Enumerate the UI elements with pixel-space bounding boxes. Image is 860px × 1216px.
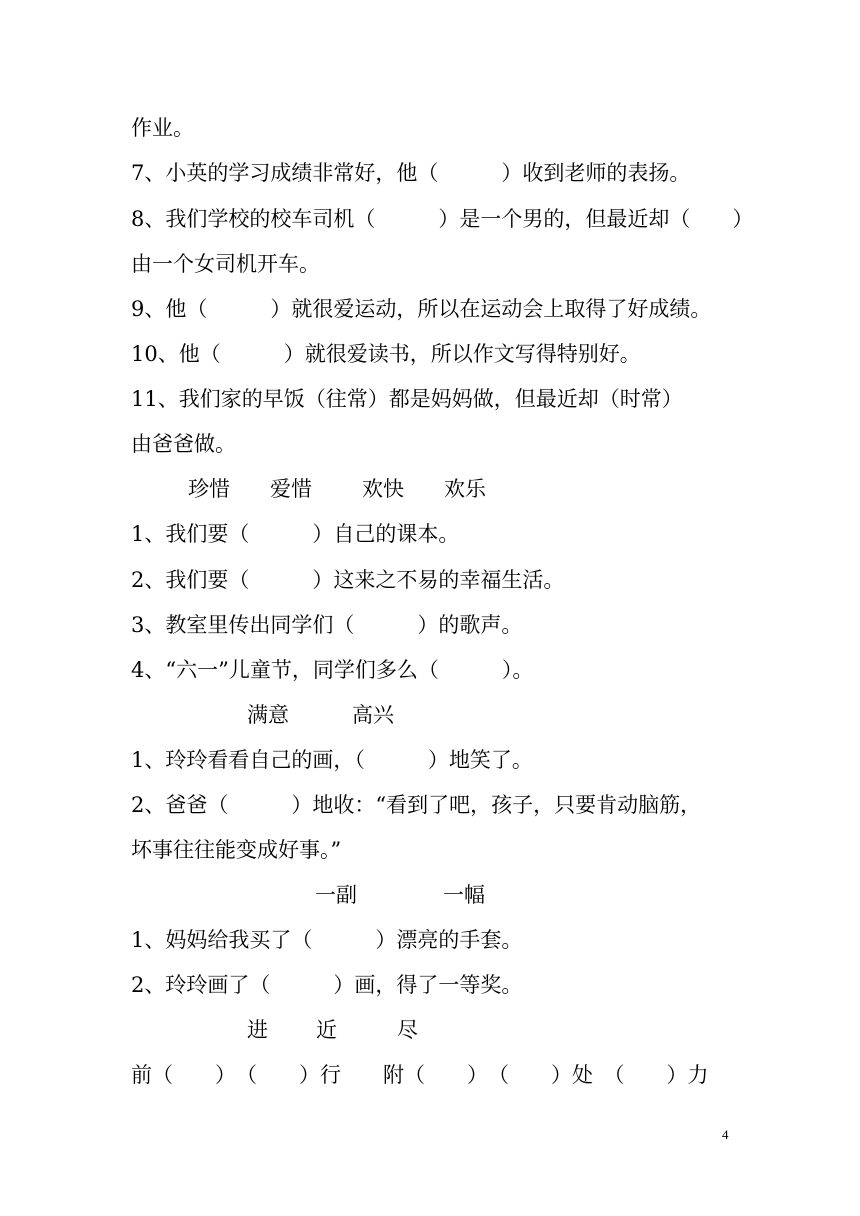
- exercise-8: 8、我们学校的校车司机（ ）是一个男的，但最近却（ ）: [131, 207, 754, 231]
- word-choice: 欢乐: [444, 477, 486, 501]
- exercise-item: 2、爸爸（ ）地收：“看到了吧，孩子，只要肯动脑筋，: [131, 793, 702, 817]
- exercise-item: 3、教室里传出同学们（ ）的歌声。: [131, 613, 523, 637]
- word-choice: 一幅: [443, 883, 485, 907]
- exercise-7: 7、小英的学习成绩非常好，他（ ）收到老师的表扬。: [131, 161, 691, 185]
- exercise-item: 1、玲玲看看自己的画，（ ）地笑了。: [131, 748, 533, 772]
- exercise-10: 10、他（ ）就很爱读书，所以作文写得特别好。: [131, 342, 641, 366]
- exercise-11: 11、我们家的早饭（往常）都是妈妈做，但最近却（时常）: [131, 387, 683, 411]
- word-choice: 近: [316, 1018, 337, 1042]
- exercise-item: 4、“六一”儿童节，同学们多么（ ）。: [131, 658, 534, 682]
- word-choice: 珍惜: [188, 477, 230, 501]
- text-line: 坏事往往能变成好事。”: [131, 838, 342, 862]
- exercise-item: 1、我们要（ ）自己的课本。: [131, 522, 460, 546]
- exercise-item: 2、我们要（ ）这来之不易的幸福生活。: [131, 568, 565, 592]
- exercise-item: 1、妈妈给我买了（ ）漂亮的手套。: [131, 928, 523, 952]
- word-choice: 爱惜: [270, 477, 312, 501]
- text-line: 由一个女司机开车。: [131, 252, 320, 276]
- fill-in-blank-line: 前（ ） （ ）行 附（ ） （ ）处 （ ）力: [131, 1063, 709, 1087]
- exercise-9: 9、他（ ）就很爱运动，所以在运动会上取得了好成绩。: [131, 297, 712, 321]
- word-choice: 欢快: [362, 477, 404, 501]
- page-number: 4: [722, 1127, 729, 1142]
- exercise-item: 2、玲玲画了（ ）画，得了一等奖。: [131, 973, 523, 997]
- word-choice: 高兴: [352, 703, 394, 727]
- word-choice: 尽: [397, 1018, 418, 1042]
- word-choice: 满意: [247, 703, 289, 727]
- text-line: 由爸爸做。: [131, 432, 236, 456]
- word-choice: 一副: [315, 883, 357, 907]
- word-choice: 进: [247, 1018, 268, 1042]
- text-line: 作业。: [131, 116, 194, 140]
